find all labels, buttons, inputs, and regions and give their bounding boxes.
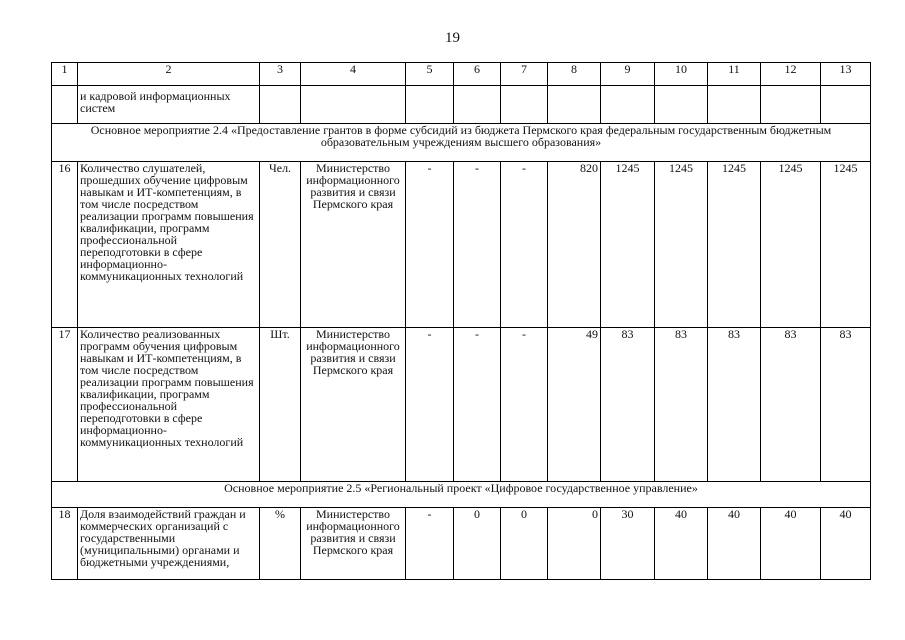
row-number: 17 bbox=[52, 328, 78, 482]
value-cell: 40 bbox=[655, 508, 708, 580]
col-header-13: 13 bbox=[821, 63, 871, 86]
indicator-name: Доля взаимодействий граждан и коммерческих организаций с государственными (муниципальными) органами и бюджетными учреждениями, bbox=[78, 508, 260, 580]
section-title-2-5: Основное мероприятие 2.5 «Региональный проект «Цифровое государственное управление» bbox=[52, 482, 871, 508]
value-cell: 83 bbox=[821, 328, 871, 482]
col-header-4: 4 bbox=[301, 63, 406, 86]
page-number: 19 bbox=[445, 30, 460, 46]
value-cell: 1245 bbox=[821, 162, 871, 328]
value-cell: 49 bbox=[548, 328, 601, 482]
value-cell: - bbox=[406, 162, 454, 328]
value-cell: - bbox=[501, 328, 548, 482]
indicator-name: Количество слушателей, прошедших обучение цифровым навыкам и ИТ-компетенциям, в том числе посредством реализации программ повышения квалификации, программ профессиональной переподготовки в сфере информационно-коммуникационных технологий bbox=[78, 162, 260, 328]
value-cell: 40 bbox=[761, 508, 821, 580]
col-header-11: 11 bbox=[708, 63, 761, 86]
col-header-3: 3 bbox=[260, 63, 301, 86]
value-cell: - bbox=[406, 328, 454, 482]
col-header-8: 8 bbox=[548, 63, 601, 86]
unit-cell: Шт. bbox=[260, 328, 301, 482]
executor-cell: Министерство информационного развития и связи Пермского края bbox=[301, 328, 406, 482]
value-cell: 0 bbox=[548, 508, 601, 580]
value-cell: - bbox=[501, 162, 548, 328]
col-header-5: 5 bbox=[406, 63, 454, 86]
col-header-12: 12 bbox=[761, 63, 821, 86]
value-cell: 1245 bbox=[761, 162, 821, 328]
value-cell: 1245 bbox=[655, 162, 708, 328]
continuation-indicator: и кадровой информационных систем bbox=[78, 86, 260, 124]
value-cell: 1245 bbox=[708, 162, 761, 328]
column-number-row bbox=[52, 63, 871, 86]
row-number: 18 bbox=[52, 508, 78, 580]
value-cell: 83 bbox=[708, 328, 761, 482]
value-cell: 83 bbox=[601, 328, 655, 482]
value-cell: 83 bbox=[761, 328, 821, 482]
indicators-table bbox=[51, 62, 871, 580]
value-cell: 40 bbox=[708, 508, 761, 580]
value-cell: - bbox=[454, 162, 501, 328]
value-cell: 820 bbox=[548, 162, 601, 328]
col-header-10: 10 bbox=[655, 63, 708, 86]
col-header-1: 1 bbox=[52, 63, 78, 86]
value-cell: 83 bbox=[655, 328, 708, 482]
value-cell: 40 bbox=[821, 508, 871, 580]
indicator-name: Количество реализованных программ обучения цифровым навыкам и ИТ-компетенциям, в том числе посредством реализации программ повышения квалификации, программ профессиональной переподготовки в сфере информационно-коммуникационных технологий bbox=[78, 328, 260, 482]
value-cell: - bbox=[454, 328, 501, 482]
row-number: 16 bbox=[52, 162, 78, 328]
unit-cell: Чел. bbox=[260, 162, 301, 328]
table-row bbox=[52, 508, 871, 580]
table-row bbox=[52, 328, 871, 482]
section-row bbox=[52, 482, 871, 508]
col-header-9: 9 bbox=[601, 63, 655, 86]
section-title-2-4: Основное мероприятие 2.4 «Предоставление грантов в форме субсидий из бюджета Пермского края федеральным государственным бюджетным образовательным учреждениям высшего образования» bbox=[52, 124, 871, 162]
value-cell: 0 bbox=[454, 508, 501, 580]
section-row bbox=[52, 124, 871, 162]
executor-cell: Министерство информационного развития и связи Пермского края bbox=[301, 162, 406, 328]
continuation-row bbox=[52, 86, 871, 124]
executor-cell: Министерство информационного развития и связи Пермского края bbox=[301, 508, 406, 580]
value-cell: 0 bbox=[501, 508, 548, 580]
col-header-6: 6 bbox=[454, 63, 501, 86]
table-row bbox=[52, 162, 871, 328]
unit-cell: % bbox=[260, 508, 301, 580]
value-cell: - bbox=[406, 508, 454, 580]
value-cell: 30 bbox=[601, 508, 655, 580]
value-cell: 1245 bbox=[601, 162, 655, 328]
col-header-2: 2 bbox=[78, 63, 260, 86]
col-header-7: 7 bbox=[501, 63, 548, 86]
